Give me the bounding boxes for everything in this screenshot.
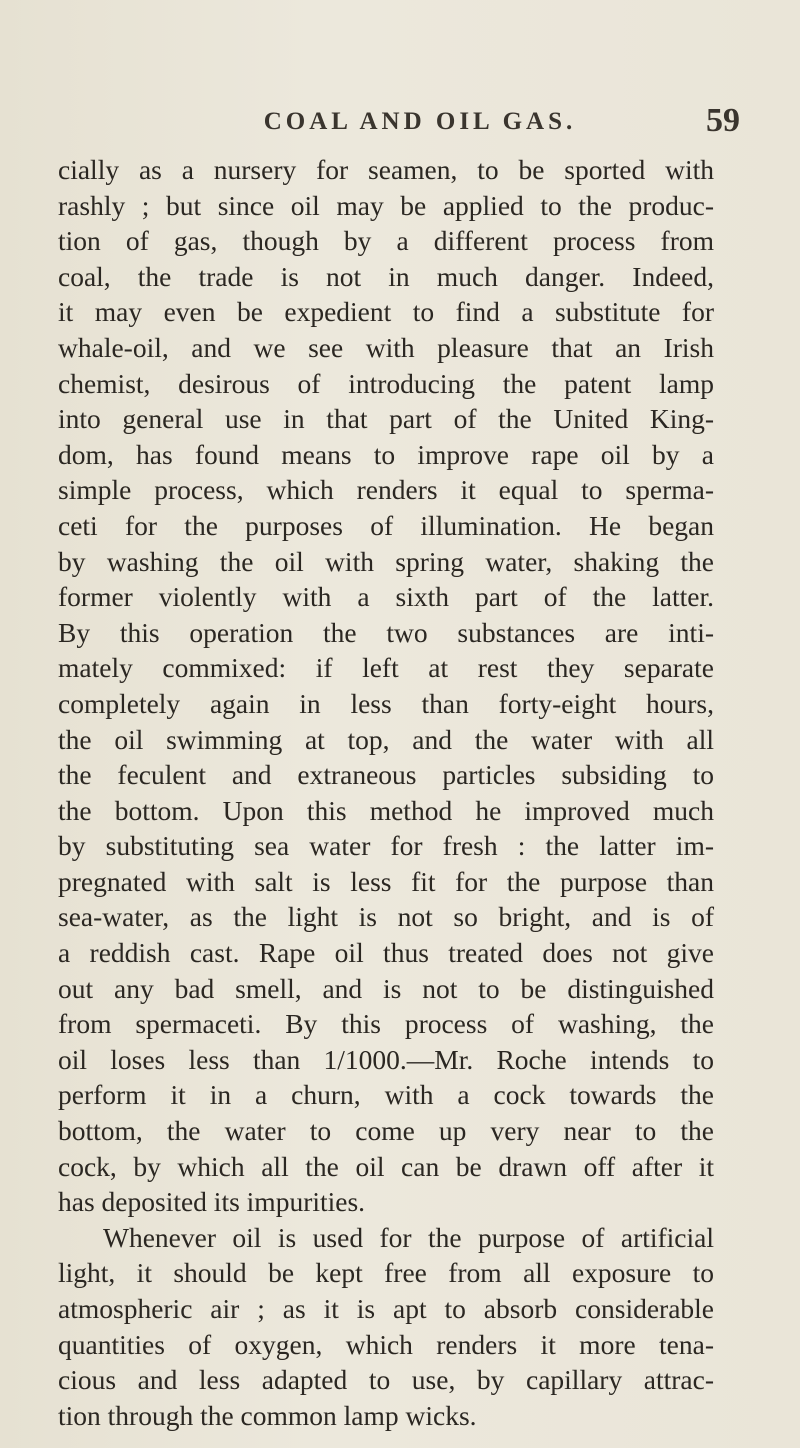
- text-line: ceti for the purposes of illumination. He began: [58, 509, 714, 541]
- text-line: cock, by which all the oil can be drawn off after it: [58, 1150, 714, 1182]
- body-text: [58, 152, 714, 1433]
- text-line: perform it in a churn, with a cock towards the: [58, 1079, 714, 1111]
- text-line: former violently with a sixth part of the latter.: [58, 581, 714, 613]
- text-line: from spermaceti. By this process of washing, the: [58, 1008, 714, 1040]
- text-line: the bottom. Upon this method he improved much: [58, 794, 714, 826]
- text-line: quantities of oxygen, which renders it more tena-: [58, 1328, 714, 1360]
- page-header: [100, 102, 740, 148]
- text-line: bottom, the water to come up very near to the: [58, 1115, 714, 1147]
- text-line: it may even be expedient to find a substitute for: [58, 296, 714, 328]
- running-title: COAL AND OIL GAS.: [263, 108, 577, 135]
- text-line: has deposited its impurities.: [58, 1186, 366, 1218]
- text-line: simple process, which renders it equal to sperma-: [58, 474, 714, 506]
- text-line: By this operation the two substances are inti-: [58, 616, 714, 648]
- text-line: by washing the oil with spring water, shaking the: [58, 545, 714, 577]
- text-line: a reddish cast. Rape oil thus treated does not give: [58, 937, 714, 969]
- text-line: by substituting sea water for fresh : the latter im-: [58, 830, 714, 862]
- text-line: mately commixed: if left at rest they separate: [58, 652, 714, 684]
- text-line: cious and less adapted to use, by capillary attrac-: [58, 1364, 714, 1396]
- page-number: 59: [706, 102, 740, 139]
- text-line: out any bad smell, and is not to be distinguished: [58, 972, 714, 1004]
- text-line: pregnated with salt is less fit for the purpose than: [58, 865, 714, 897]
- text-line: chemist, desirous of introducing the patent lamp: [58, 367, 714, 399]
- text-line: oil loses less than 1/1000.—Mr. Roche intends to: [58, 1043, 714, 1075]
- text-line: whale-oil, and we see with pleasure that an Irish: [58, 331, 714, 363]
- text-line: into general use in that part of the United King-: [58, 403, 714, 435]
- text-line: completely again in less than forty-eight hours,: [58, 687, 714, 719]
- text-line: tion through the common lamp wicks.: [58, 1399, 477, 1431]
- text-line: cially as a nursery for seamen, to be sported with: [58, 154, 714, 185]
- text-line: dom, has found means to improve rape oil by a: [58, 438, 714, 470]
- text-line: tion of gas, though by a different process from: [58, 225, 714, 257]
- text-line: the oil swimming at top, and the water with all: [58, 723, 714, 755]
- text-line: atmospheric air ; as it is apt to absorb considerable: [58, 1293, 714, 1324]
- text-line: coal, the trade is not in much danger. Indeed,: [58, 260, 714, 292]
- text-line: light, it should be kept free from all exposure to: [58, 1257, 714, 1289]
- text-line: sea-water, as the light is not so bright, and is of: [58, 901, 714, 933]
- text-line: Whenever oil is used for the purpose of artificial: [103, 1221, 714, 1253]
- text-line: rashly ; but since oil may be applied to the produc-: [58, 189, 714, 221]
- text-line: the feculent and extraneous particles subsiding to: [58, 759, 714, 791]
